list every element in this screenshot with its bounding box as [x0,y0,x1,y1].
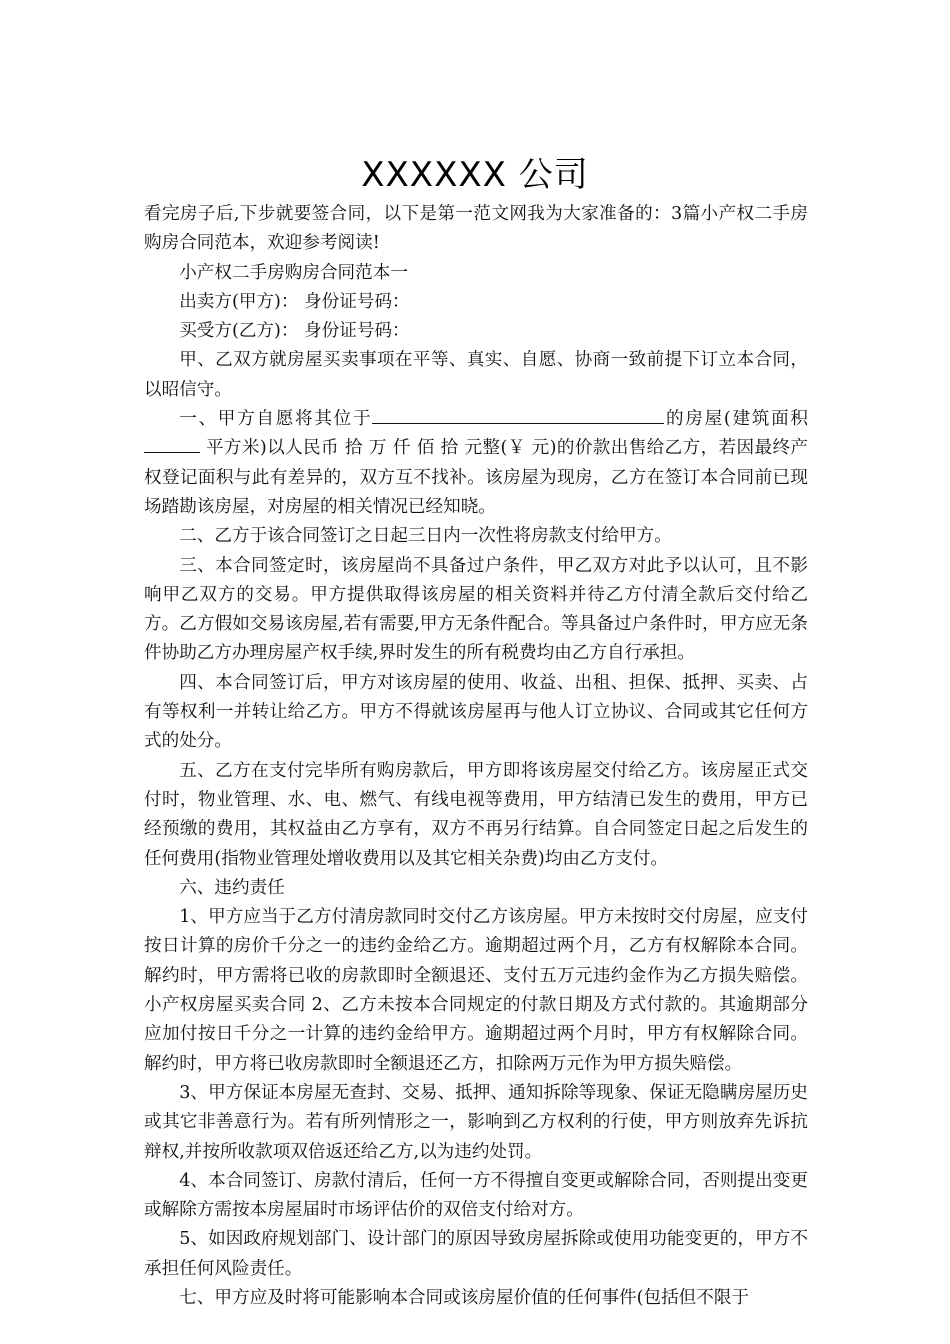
document-body [144,200,808,1313]
clause-2: 二、乙方于该合同签订之日起三日内一次性将房款支付给甲方。 [179,526,672,547]
clause-6-item-4: 4、本合同签订、房款付清后，任何一方不得擅自变更或解除合同，否则提出变更或解除方需按本房屋届时市场评估价的双倍支付给对方。 [144,1170,808,1221]
clause-6-item-5: 5、如因政府规划部门、设计部门的原因导致房屋拆除或使用功能变更的，甲方不承担任何风险责任。 [144,1229,808,1279]
clause-7: 七、甲方应及时将可能影响本合同或该房屋价值的任何事件(包括但不限于 [179,1287,750,1308]
clause-1-part1: 一、甲方自愿将其位于 [179,409,373,430]
clause-6-item-3: 3、甲方保证本房屋无查封、交易、抵押、通知拆除等现象、保证无隐瞒房屋历史或其它非善意行为。若有所列情形之一，影响到乙方权利的行使，甲方则放弃先诉抗辩权,并按所收款项双倍返还给乙方,以为违约处罚。 [144,1082,808,1162]
seller-line: 出卖方(甲方)： 身份证号码： [179,291,410,312]
area-blank [144,435,200,453]
clause-1-part2: 的房屋(建筑面积 [664,409,808,430]
clause-1 [144,405,808,522]
clause-1-part3: 平方米)以人民币 拾 万 仟 佰 拾 元整(￥ 元)的价款出售给乙方，若因最终产权登记面积与此有差异的，双方互不找补。该房屋为现房，乙方在签订本合同前已现场踏勘该房屋，对房屋的相关情况已经知晓。 [144,438,808,517]
buyer-line: 买受方(乙方)： 身份证号码： [179,321,410,342]
address-blank [372,406,664,424]
clause-6-heading: 六、违约责任 [179,877,285,898]
page-title: XXXXXX 公司 [361,155,589,195]
clause-3: 三、本合同签定时，该房屋尚不具备过户条件，甲乙双方对此予以认可，且不影响甲乙双方的交易。甲方提供取得该房屋的相关资料并待乙方付清全款后交付给乙方。乙方假如交易该房屋,若有需要,甲方无条件配合。等具备过户条件时，甲方应无条件协助乙方办理房屋产权手续,界时发生的所有税费均由乙方自行承担。 [144,555,808,664]
intro-paragraph: 看完房子后,下步就要签合同，以下是第一范文网我为大家准备的：3篇小产权二手房购房合同范本，欢迎参考阅读! [144,204,808,254]
clause-6-item-1: 1、甲方应当于乙方付清房款同时交付乙方该房屋。甲方未按时交付房屋，应支付按日计算的房价千分之一的违约金给乙方。逾期超过两个月，乙方有权解除本合同。解约时，甲方需将已收的房款即时全额退还、支付五万元违约金作为乙方损失赔偿。小产权房屋买卖合同 2、乙方未按本合同规定的付款日期及方式付款的。其逾期部分应加付按日千分之一计算的违约金给甲方。逾期超过两个月时，甲方有权解除合同。解约时，甲方将已收房款即时全额退还乙方，扣除两万元作为甲方损失赔偿。 [144,907,808,1074]
preamble-paragraph: 甲、乙双方就房屋买卖事项在平等、真实、自愿、协商一致前提下订立本合同，以昭信守。 [144,350,808,400]
clause-4: 四、本合同签订后，甲方对该房屋的使用、收益、出租、担保、抵押、买卖、占有等权利一并转让给乙方。甲方不得就该房屋再与他人订立协议、合同或其它任何方式的处分。 [144,672,808,752]
contract-heading: 小产权二手房购房合同范本一 [179,262,408,283]
clause-5: 五、乙方在支付完毕所有购房款后，甲方即将该房屋交付给乙方。该房屋正式交付时，物业管理、水、电、燃气、有线电视等费用，甲方结清已发生的费用，甲方已经预缴的费用，其权益由乙方享有，双方不再另行结算。自合同签定日起之后发生的任何费用(指物业管理处增收费用以及其它相关杂费)均由乙方支付。 [144,760,808,869]
